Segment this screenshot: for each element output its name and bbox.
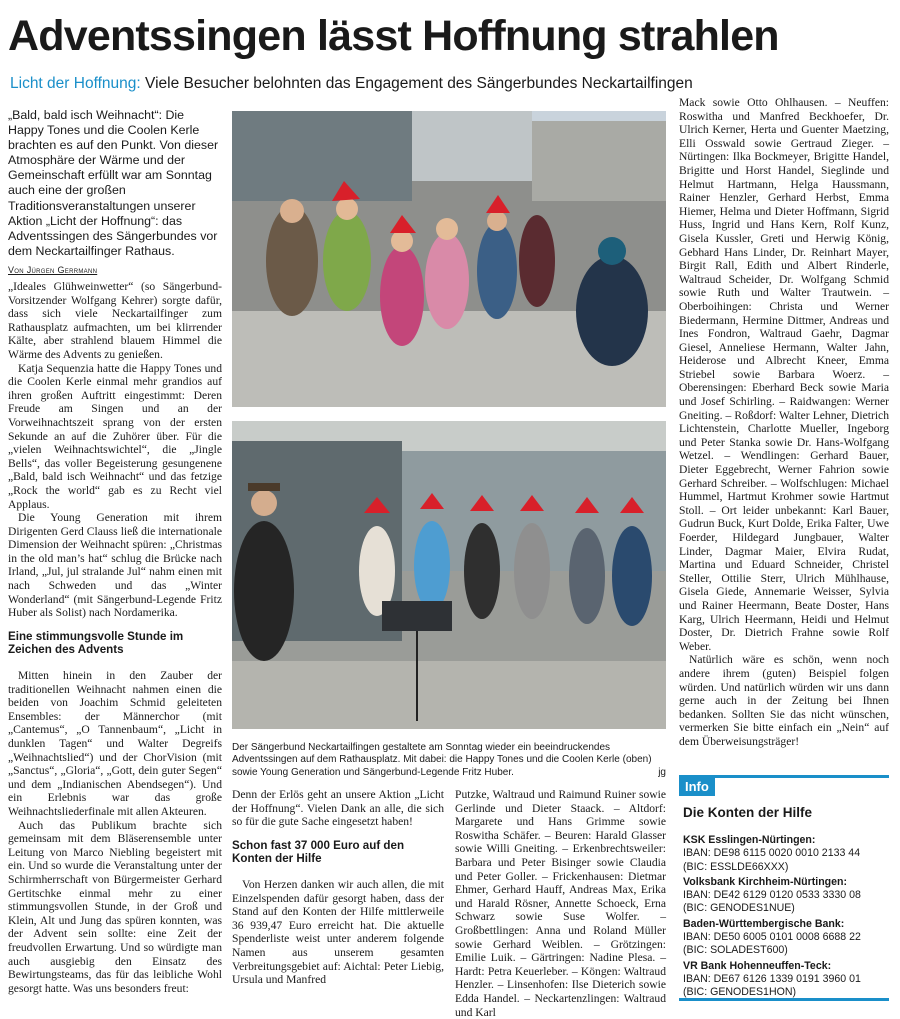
info-label: Info [679, 778, 715, 796]
bank-entry [683, 960, 889, 1000]
kicker: Licht der Hoffnung: [10, 75, 141, 92]
bank-bic: (BIC: GENODES1NUE) [683, 902, 795, 915]
paragraph: Denn der Erlös geht an unsere Aktion „Licht der Hoffnung“. Vielen Dank an alle, die sich so für die gute Sache eingesetzt haben! [232, 788, 444, 829]
bank-iban: IBAN: DE98 6115 0020 0010 2133 44 [683, 847, 861, 860]
bank-iban: IBAN: DE42 6129 0120 0533 3330 08 [683, 889, 861, 902]
lead-column [8, 108, 222, 283]
paragraph: Mitten hinein in den Zauber der traditionellen Weihnacht nahmen einen die beiden von Joachim Schmid geleiteten Ensembles: der Männerchor (mit „Cantemus“, „O Tannenbaum“, „Licht in dunklen Tagen“ und Walter Degreifs „Weihnachtslied“) und der ChorVision (mit „Sanctus“, „Gloria“, „Gott, dein guter Segen“ und dem „Indianischen Abendsegen“). Und ein Erlebnis war das große Weihnachtsliederfinale mit allen Akteuren. [8, 669, 222, 818]
subheadline [10, 74, 894, 94]
bank-iban: IBAN: DE67 6126 1339 0191 3960 01 [683, 972, 861, 985]
bank-entry [683, 834, 889, 874]
caption-text: Der Sängerbund Neckartailfingen gestaltete am Sonntag wieder ein beeindruckendes Adventssingen auf dem Rathausplatz. Mit dabei: die Happy Tones und die Coolen Kerle (oben) sowie Young Generation und Sängerbund-Legende Fritz Huber. [232, 742, 652, 778]
column-1 [8, 280, 222, 995]
bank-bic: (BIC: ESSLDE66XXX) [683, 860, 789, 873]
photo-young-generation [232, 421, 666, 729]
bank-name: VR Bank Hohenneuffen-Teck: [683, 959, 832, 972]
column-2 [232, 788, 444, 987]
paragraph: Natürlich wäre es schön, wenn noch andere ihrem (guten) Beispiel folgen würden. Und natürlich würden wir uns dann gerne auch in der Zeitung bei Ihnen bedanken. Sollten Sie das nicht wünschen, vermerken Sie bitte einfach ein „Nein“ auf dem Überweisungsträger! [679, 653, 889, 748]
bank-iban: IBAN: DE50 6005 0101 0008 6688 22 [683, 931, 861, 944]
caption-credit: jg [658, 766, 666, 778]
lead-paragraph: „Bald, bald isch Weihnacht“: Die Happy Tones und die Coolen Kerle brachten es auf den Punkt. Von dieser Atmosphäre der Wärme und der Gemeinschaft erfüllt war am Sonntag auch eine der großen Traditionsveranstaltungen unserer Aktion „Licht der Hoffnung“: das Adventssingen des Sängerbundes vor dem Neckartailfinger Rathaus. [8, 108, 219, 258]
headline: Adventssingen lässt Hoffnung strahlen [8, 12, 779, 60]
info-header [679, 775, 889, 795]
paragraph: Putzke, Waltraud und Raimund Ruiner sowie Gerlinde und Dieter Staack. – Altdorf: Margarete und Hans Grimme sowie Roswitha Schäfer. – Beuren: Harald Glasser sowie Willi Gneiting. – Erkenbrechtsweiler: Barbara und Peter Bisinger sowie Claudia und Peter Goller. – Frickenhausen: Dietmar Ehmer, Gerhard Hauff, Andreas Max, Erika und Harald Rösner, Annette Schoeck, Erna Schwarz sowie Suse Wolfer. – Großbettlingen: Anna und Roland Müller sowie Gerhard Weiblen. – Grötzingen: Emilie Luik. – Gärtringen: Nadine Plesa. – Hardt: Petra Keuerleber. – Köngen: Waltraud Henzler. – Linsenhofen: Ilse Dieterich sowie Edda Handel. – Neckartenzlingen: Waltraud und Karl [455, 788, 666, 1019]
bank-name: Volksbank Kirchheim-Nürtingen: [683, 875, 848, 888]
info-box [679, 775, 889, 1001]
paragraph: Katja Sequenzia hatte die Happy Tones und die Coolen Kerle einmal mehr grandios auf ihren großen Auftritt eingestimmt: Deren Freude am Singen und an der Vorweihnachtszeit sprang von der ersten Sekunde an auf die Zuhörer über. Für die „vielen Weihnachtswichtel“, die „Jingle Bells“, das voller Begeisterung gesungenene „Bald, bald isch Weihnacht“ und das fetzige „Rock the world“ gab es zu Recht viel Applaus. [8, 361, 222, 511]
column-4 [679, 96, 889, 749]
photo-happy-tones [232, 111, 666, 407]
paragraph: „Ideales Glühweinwetter“ (so Sängerbund-Vorsitzender Wolfgang Kehrer) sorgte dafür, dass sich viele Neckartailfinger zum Rathausplatz aufmachten, um bei klirrender Kälte, aber strahlend blauem Himmel die Wärme des Advents zu genießen. [8, 280, 222, 361]
paragraph: Mack sowie Otto Ohlhausen. – Neuffen: Roswitha und Manfred Beckhoefer, Dr. Ulrich Kerner, Herta und Guenter Maetzing, Elli Osswald sowie Gertraud Zieger. – Nürtingen: Ilka Bockmeyer, Brigitte Handel, Brigitte und Horst Handel, Sieglinde und Helmut Hartmann, Helga Haussmann, Rainer Henzler, Gerhard Herbst, Emma Hiemer, Helma und Dieter Hoffmann, Sigrid Huss, Ingrid und Hans Kern, Rolf Kunz, Gisela Kussler, Greti und Herwig König, Gebhard Hans Linder, Dr. Reinhart Mayer, Birgit Rall, Edith und Albert Rinderle, Waltraud Scheider, Dr. Wolfgang Schmid sowie Ruth und Walter Trautwein. – Oberboihingen: Christa und Werner Biedermann, Hermine Dittmer, Andreas und Ines Fondron, Waltraud Gaehr, Dagmar Giesel, Anneliese Hermann, Walter Jahn, Heiderose und Albrecht Kneer, Emma Striebel sowie Barbara Woerz. – Oberensingen: Eberhard Beck sowie Maria und Josef Schirling. – Raidwangen: Werner Gneiting. – Roßdorf: Walter Lehner, Dietrich Lichtenstein, Charlotte Mueller, Ingeborg und Peter Stanka sowie Dr. Hans-Wolfgang Wetzel. – Wendlingen: Gerhard Bauer, Dieter Eggebrecht, Werner Fahrion sowie Gerhard Schreiber. – Wolfschlugen: Michael Hummel, Hartmut Krohmer sowie Hartmut Stoll. – Ort leider unbekannt: Karl Bauer, Gudrun Buck, Kurt Dolde, Erika Falter, Uwe Foerder, Hildegard Jungbauer, Walter Linder, Dagmar Maier, Elvira Rudat, Martina und Eduard Schneider, Christel Steller, Ottilie Sterr, Ulrich Mühlhause, Gisela Giede, Annemarie Weisser, Sylvia und Rainer Heermann, Beate Doster, Hans Karg, Ulrich Heermann, Heidi und Helmut Doster, Dr. Dietrich Frahne sowie Rolf Weber. [679, 96, 889, 653]
section-subtitle: Schon fast 37 000 Euro auf den Konten der Hilfe [232, 838, 405, 866]
bank-entry [683, 918, 889, 958]
subheadline-text: Viele Besucher belohnten das Engagement des Sängerbundes Neckartailfingen [140, 75, 693, 92]
photo-caption [232, 742, 666, 779]
byline: Von Jürgen Gerrmann [8, 264, 98, 275]
column-3 [455, 788, 666, 1019]
section-subtitle: Eine stimmungsvolle Stunde im Zeichen des Advents [8, 629, 184, 657]
bank-bic: (BIC: SOLADEST600) [683, 944, 788, 957]
paragraph: Von Herzen danken wir auch allen, die mit Einzelspenden dafür gesorgt haben, dass der Stand auf den Konten der Hilfe mittlerweile 36 939,47 Euro erreicht hat. Die aktuelle Spenderliste weist unter anderem folgende Namen aus unserem gesamten Verbreitungsgebiet auf: Aichtal: Peter Liebig, Ursula und Manfred [232, 877, 444, 987]
info-title: Die Konten der Hilfe [683, 805, 813, 820]
bank-name: KSK Esslingen-Nürtingen: [683, 834, 816, 846]
paragraph: Auch das Publikum brachte sich gemeinsam mit dem Bläserensemble unter Leitung von Marco Niebling begeistert mit ein. Und so wurde die Veranstaltung unter der Schirmherrschaft von Bürgermeister Gerhard Gertitschke einmal mehr zu einer stimmungsvollen Stunde, in der Groß und Klein, Alt und Jung das spüren konnten, was der Advent sein sollte: eine Zeit der freudvollen Erwartung. Und so würdigte man auch ausgiebig den Einsatz des Bewirtungsteams, das für das leibliche Wohl gesorgt hatte. Was uns besonders freut: [8, 818, 222, 995]
bank-entry [683, 876, 889, 916]
info-bottom-rule [679, 998, 889, 1001]
bank-bic: (BIC: GENODES1HON) [683, 986, 797, 999]
bank-name: Baden-Württembergische Bank: [683, 917, 845, 930]
paragraph: Die Young Generation mit ihrem Dirigenten Gerd Clauss ließ die internationale Dimension der Weihnacht spüren: „Christmas in the old man’s hat“ schlug die Brücke nach Irland, „Jul, jul stralande Jul“ nahm einen mit nach Schweden und das „Winter Wonderland“ (mit Sängerbund-Legende Fritz Huber als Solist) nach Nordamerika. [8, 511, 222, 620]
